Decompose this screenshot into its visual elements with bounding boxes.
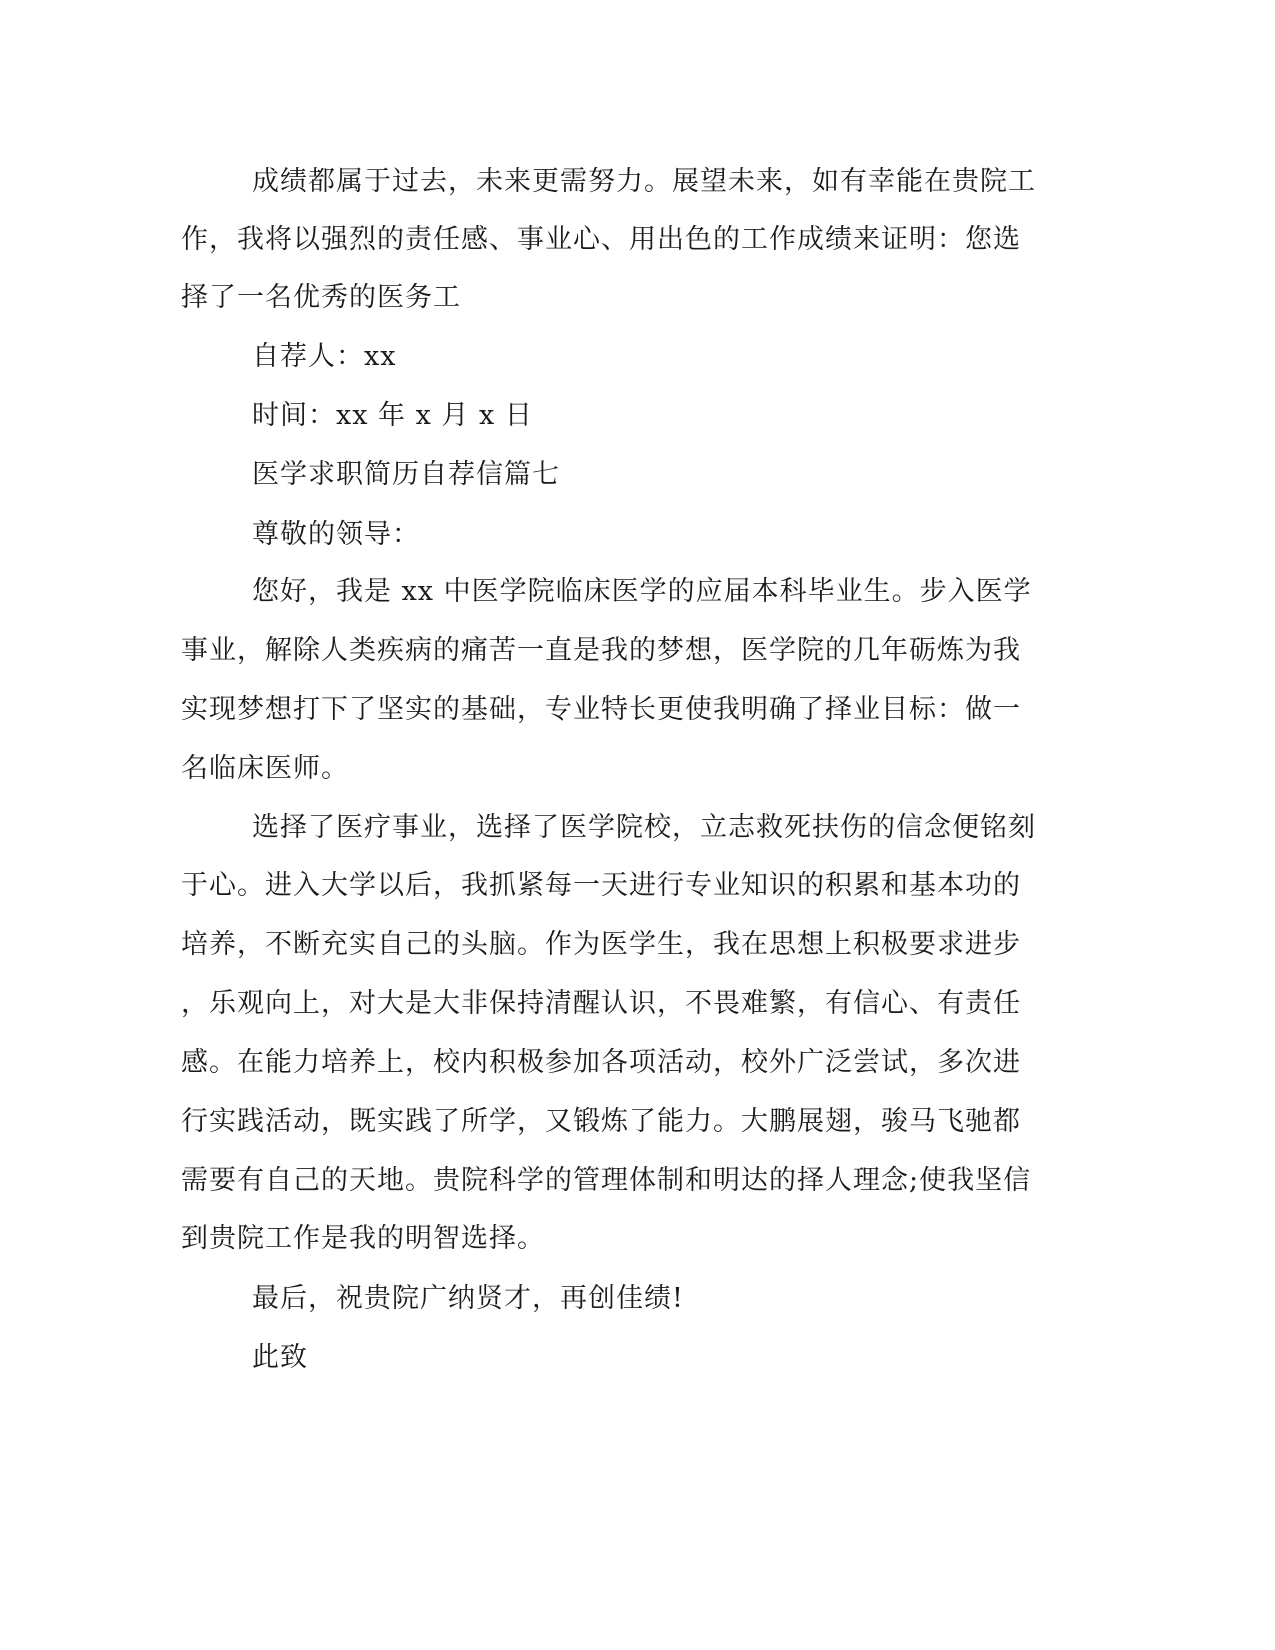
text-line: 作，我将以强烈的责任感、事业心、用出色的工作成绩来证明：您选 [181,224,1021,255]
text-line: 名临床医师。 [181,753,349,784]
closing-wish: 最后，祝贵院广纳贤才，再创佳绩! [252,1283,684,1314]
date-line: 时间：xx 年 x 月 x 日 [252,400,533,431]
text-line: 感。在能力培养上，校内积极参加各项活动，校外广泛尝试，多次进 [181,1047,1021,1078]
salutation: 尊敬的领导： [252,519,420,550]
text-line: 您好，我是 xx 中医学院临床医学的应届本科毕业生。步入医学 [252,576,1032,607]
text-line: 择了一名优秀的医务工 [181,282,461,313]
text-line: 培养，不断充实自己的头脑。作为医学生，我在思想上积极要求进步 [181,929,1021,960]
text-line: ，乐观向上，对大是大非保持清醒认识，不畏难繁，有信心、有责任 [181,988,1021,1019]
text-line: 需要有自己的天地。贵院科学的管理体制和明达的择人理念;使我坚信 [181,1165,1032,1196]
text-line: 行实践活动，既实践了所学，又锻炼了能力。大鹏展翅，骏马飞驰都 [181,1106,1021,1137]
text-line: 事业，解除人类疾病的痛苦一直是我的梦想，医学院的几年砺炼为我 [181,635,1021,666]
signature-line: 自荐人：xx [252,341,397,372]
closing-salute: 此致 [252,1342,308,1373]
section-heading: 医学求职简历自荐信篇七 [252,459,560,490]
text-line: 选择了医疗事业，选择了医学院校，立志救死扶伤的信念便铭刻 [252,812,1036,843]
text-line: 实现梦想打下了坚实的基础，专业特长更使我明确了择业目标：做一 [181,694,1021,725]
text-line: 到贵院工作是我的明智选择。 [181,1223,545,1254]
text-line: 成绩都属于过去，未来更需努力。展望未来，如有幸能在贵院工 [252,166,1036,197]
text-line: 于心。进入大学以后，我抓紧每一天进行专业知识的积累和基本功的 [181,870,1021,901]
